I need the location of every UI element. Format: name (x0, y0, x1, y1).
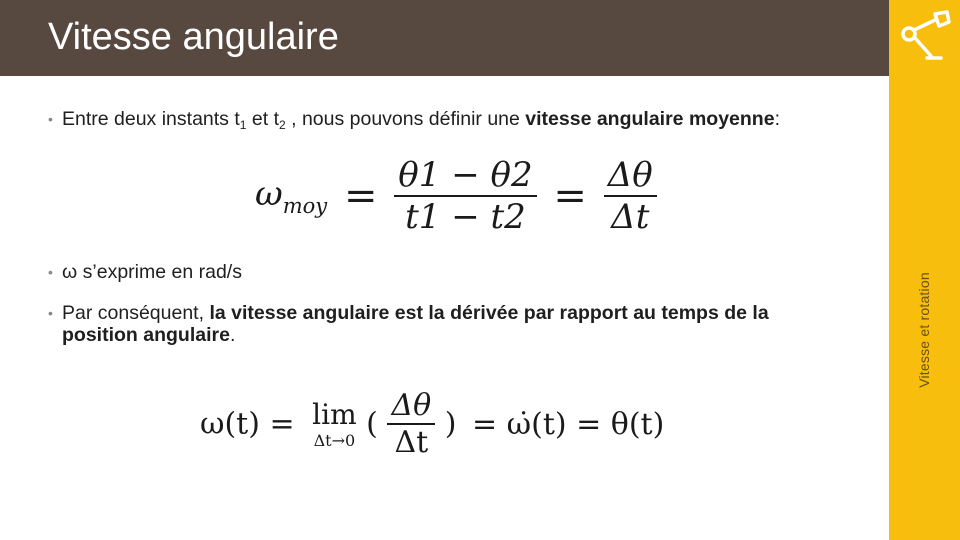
bullet-2-text: ω s’exprime en rad/s (62, 261, 242, 283)
formula-1-lhs-sub: moy (282, 193, 328, 218)
formula-2-close-paren: ) (444, 406, 457, 442)
bullet-1-text-d: : (774, 108, 780, 130)
formula-2-rhs: = ω̇(t) = θ(t) (471, 406, 665, 442)
robot-arm-icon (897, 8, 955, 66)
slide-title: Vitesse angulaire (48, 16, 339, 58)
bullet-1-text-a: Entre deux instants t (62, 108, 240, 130)
formula-1-numerator-2: Δθ (607, 155, 653, 195)
side-bar (889, 0, 960, 540)
bullet-1-bold: vitesse angulaire moyenne (525, 108, 775, 130)
formula-2-lim-sub: Δt→0 (313, 431, 356, 450)
bullet-3-text-a: Par conséquent, (62, 302, 210, 324)
formula-2-lim: lim (312, 398, 357, 431)
formula-1-lhs: ω (255, 174, 283, 214)
bullet-1-text-b: et t (246, 108, 279, 130)
formula-1-denominator-2: Δt (604, 195, 657, 237)
bullet-dot-icon: • (48, 264, 53, 280)
bullet-1-sub-1: 1 (239, 118, 247, 132)
formula-1-fraction-2 (604, 155, 657, 237)
formula-2-lhs: ω(t) = (200, 406, 295, 442)
bullet-1-text-c: , nous pouvons définir une (285, 108, 526, 130)
formula-1-equals-2: = (553, 173, 587, 219)
title-bar (0, 0, 889, 76)
formula-2-open-paren: ( (366, 406, 378, 442)
bullet-dot-icon: • (48, 111, 53, 127)
formula-1-denominator-1: t1 − t2 (394, 195, 536, 237)
formula-1-fraction-1 (394, 155, 536, 237)
bullet-item-3 (48, 302, 822, 346)
formula-2-denominator: Δt (387, 423, 435, 460)
bullet-1-sub-2: 2 (279, 118, 286, 132)
bullet-3-bold: la vitesse angulaire est la dérivée par rapport au temps de la position angulaire (62, 302, 769, 346)
formula-2-fraction (387, 388, 435, 460)
bullet-item-2 (48, 261, 852, 283)
formula-1-numerator-1: θ1 − θ2 (398, 155, 533, 195)
formula-2-limit (312, 398, 356, 450)
formula-average-angular-velocity (255, 155, 657, 237)
formula-instantaneous-angular-velocity (200, 388, 664, 460)
bullet-dot-icon: • (48, 305, 53, 321)
bullet-item-1 (48, 108, 852, 136)
side-label: Vitesse et rotation (916, 272, 932, 388)
bullet-3-text-d: . (229, 324, 236, 346)
formula-1-equals: = (343, 173, 378, 219)
formula-2-numerator: Δθ (391, 388, 432, 423)
